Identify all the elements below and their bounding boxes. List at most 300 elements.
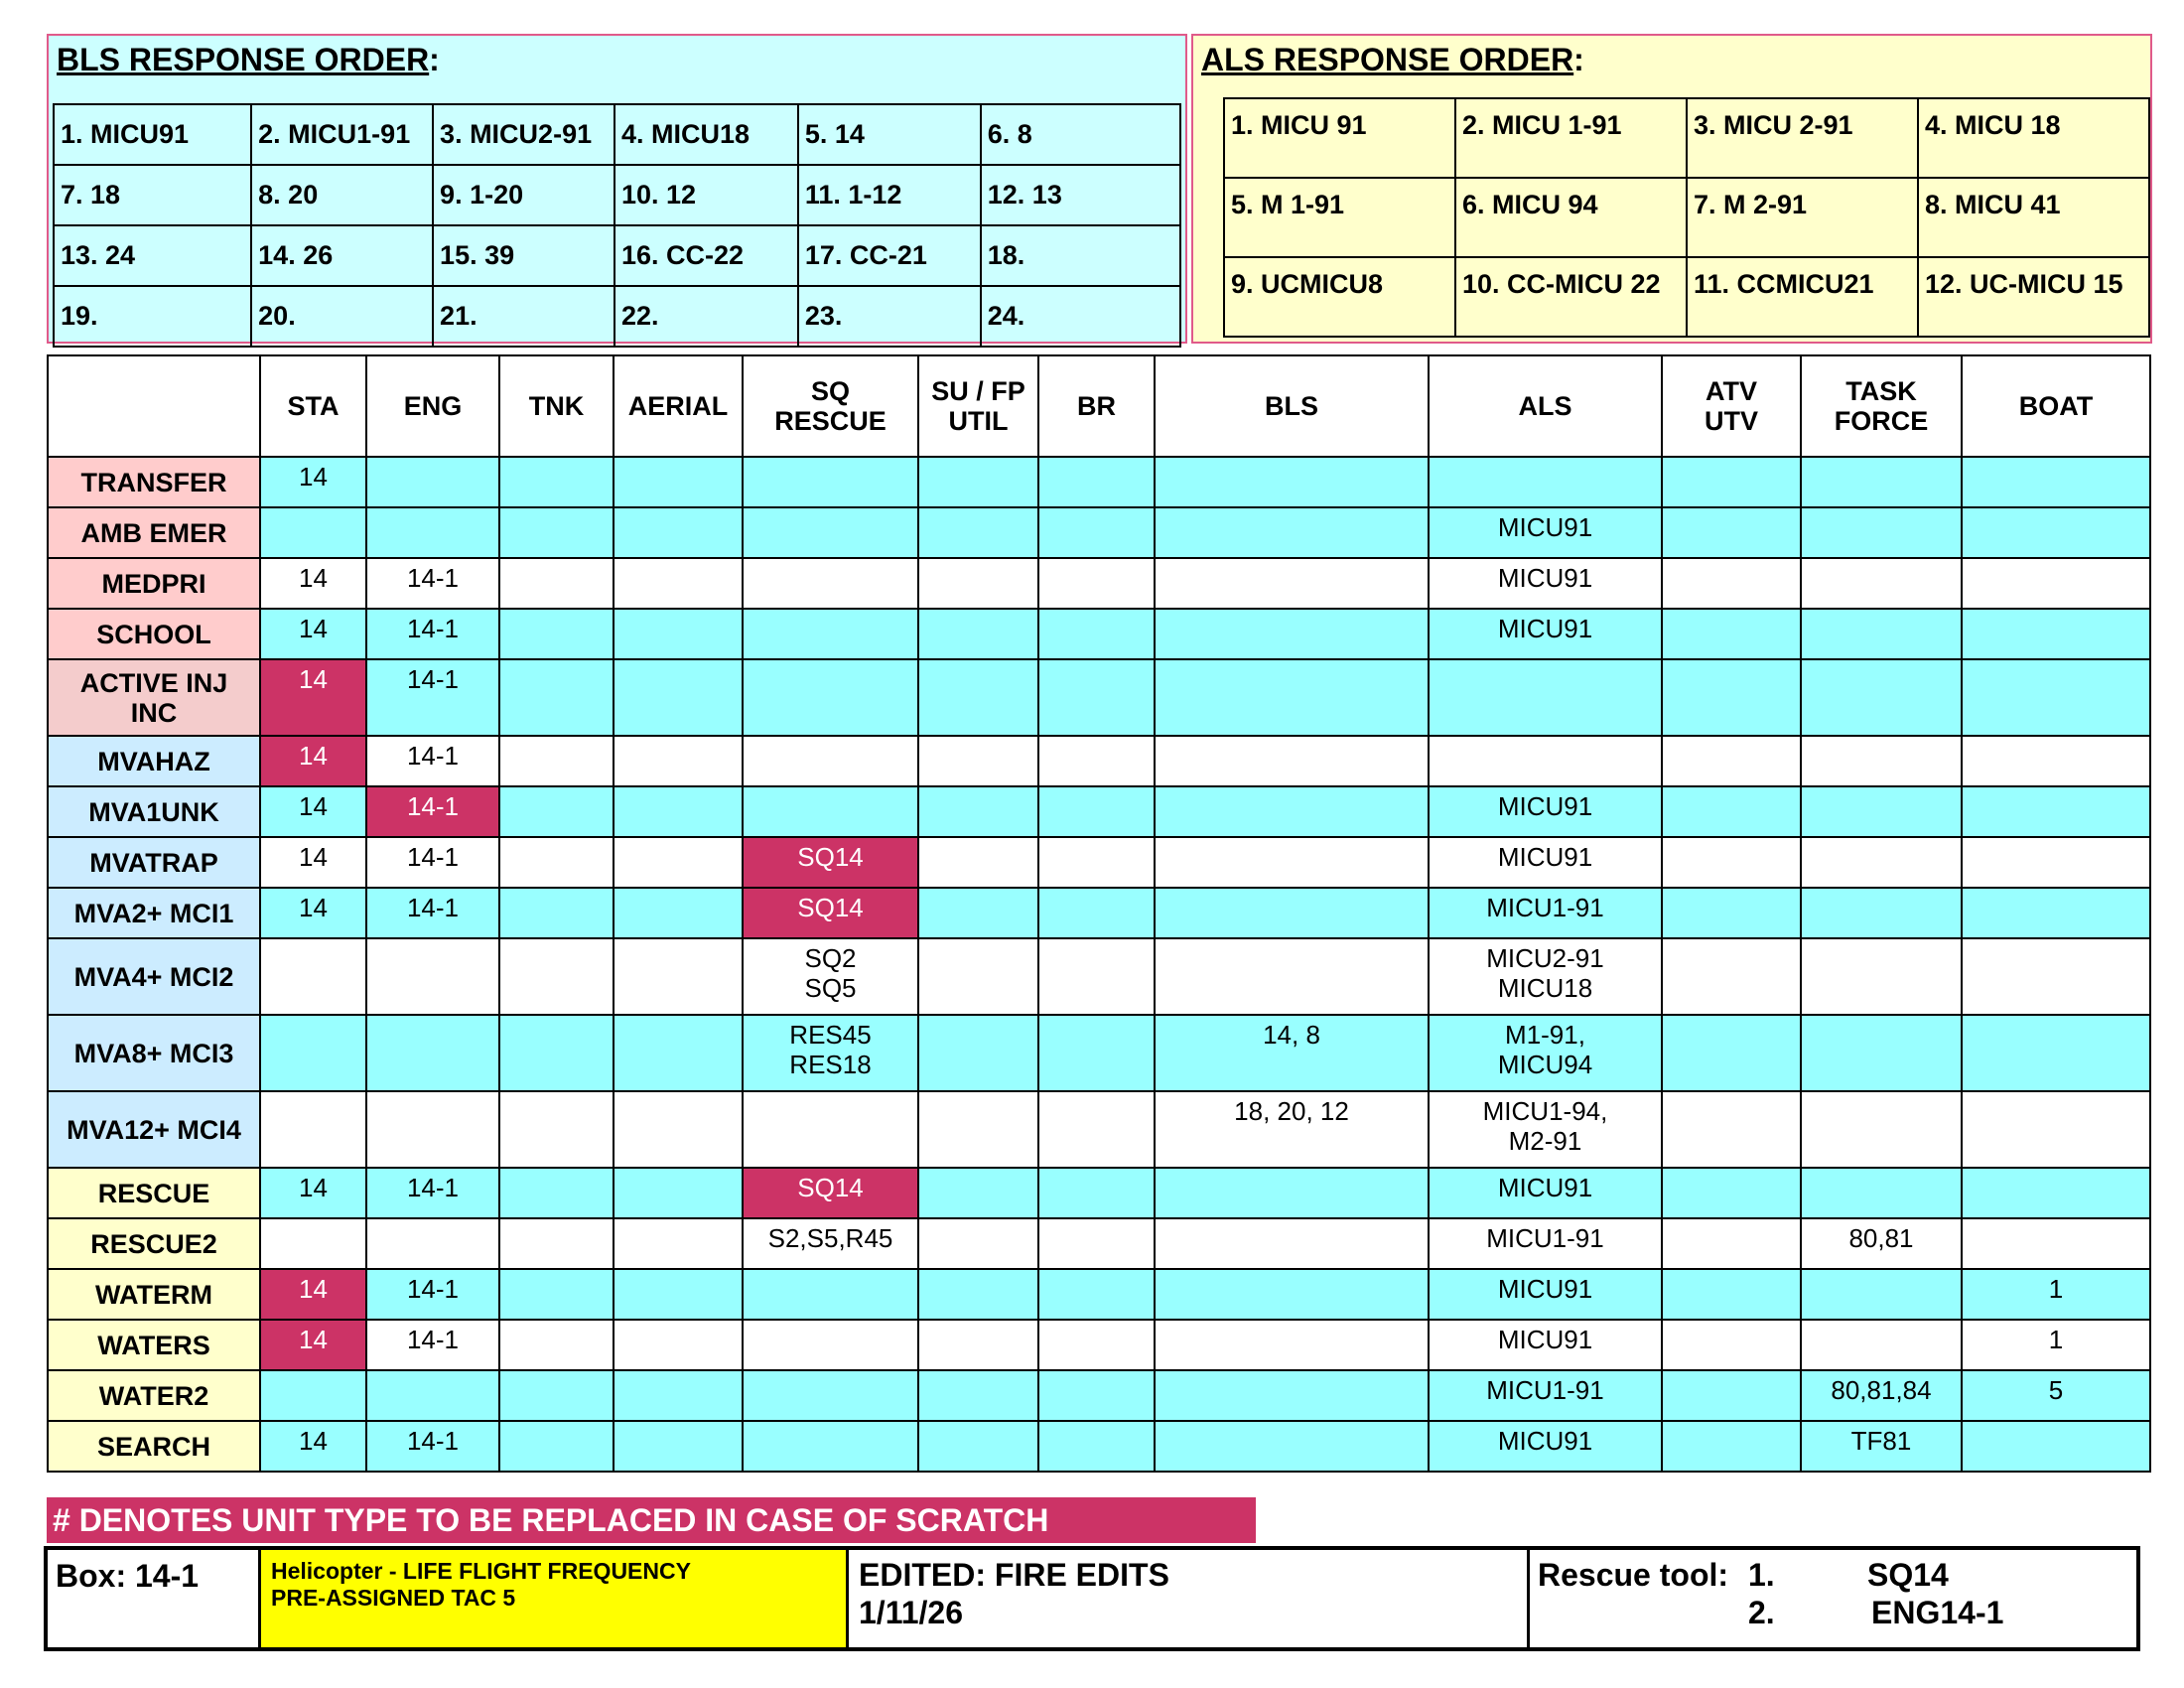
- bls-order-cell: 23.: [798, 286, 981, 347]
- table-cell: MICU2-91 MICU18: [1429, 938, 1662, 1015]
- table-cell: MICU91: [1429, 786, 1662, 837]
- table-cell: [1962, 507, 2150, 558]
- row-label: WATERS: [48, 1320, 260, 1370]
- table-cell: [1962, 1015, 2150, 1091]
- matrix-header-row: [48, 355, 2150, 457]
- bls-order-cell: 19.: [54, 286, 251, 347]
- table-cell: [1155, 1168, 1429, 1218]
- table-cell: [918, 1218, 1038, 1269]
- table-cell: [743, 1091, 918, 1168]
- table-cell: [1662, 786, 1801, 837]
- table-cell: [260, 1015, 366, 1091]
- edited-note: [849, 1550, 1530, 1647]
- table-cell: 14-1: [366, 609, 499, 659]
- table-cell: [1038, 1168, 1155, 1218]
- als-order-cell: 6. MICU 94: [1455, 178, 1687, 257]
- column-header: ALS: [1429, 355, 1662, 457]
- row-label: SEARCH: [48, 1421, 260, 1472]
- table-cell: [918, 1015, 1038, 1091]
- table-cell: 14: [260, 736, 366, 786]
- table-row: [48, 609, 2150, 659]
- table-cell: [918, 938, 1038, 1015]
- table-cell: [366, 938, 499, 1015]
- table-cell: 14: [260, 1168, 366, 1218]
- table-cell: [1155, 457, 1429, 507]
- bls-order-cell: 17. CC-21: [798, 225, 981, 286]
- table-cell: [260, 1370, 366, 1421]
- table-cell: [1662, 457, 1801, 507]
- als-order-cell: 2. MICU 1-91: [1455, 98, 1687, 178]
- row-label: MVATRAP: [48, 837, 260, 888]
- bls-order-cell: 9. 1-20: [433, 165, 614, 225]
- table-cell: [1662, 938, 1801, 1015]
- table-cell: MICU91: [1429, 507, 1662, 558]
- unit-assignment-matrix: [47, 354, 2151, 1473]
- table-cell: [1155, 736, 1429, 786]
- table-cell: [499, 457, 614, 507]
- table-cell: [1962, 609, 2150, 659]
- table-cell: RES45 RES18: [743, 1015, 918, 1091]
- table-cell: 14: [260, 1421, 366, 1472]
- table-cell: SQ14: [743, 837, 918, 888]
- column-header: TASK FORCE: [1801, 355, 1962, 457]
- table-cell: [1801, 837, 1962, 888]
- rescue-tool-number-1: 1.: [1748, 1557, 1775, 1593]
- rescue-tool-label: Rescue tool:: [1538, 1557, 1729, 1593]
- table-row: [48, 1168, 2150, 1218]
- table-cell: [1155, 938, 1429, 1015]
- table-cell: [743, 609, 918, 659]
- table-cell: [1962, 786, 2150, 837]
- bls-order-cell: 7. 18: [54, 165, 251, 225]
- rescue-tool-note: [1530, 1550, 2136, 1647]
- bls-order-row: [54, 225, 1180, 286]
- als-order-row: [1224, 257, 2149, 337]
- table-row: [48, 938, 2150, 1015]
- row-label: MEDPRI: [48, 558, 260, 609]
- table-cell: [1662, 1320, 1801, 1370]
- helicopter-line-1: Helicopter - LIFE FLIGHT FREQUENCY: [271, 1558, 691, 1584]
- table-cell: [1662, 1370, 1801, 1421]
- bls-order-row: [54, 104, 1180, 165]
- table-cell: [918, 1091, 1038, 1168]
- table-cell: MICU91: [1429, 1269, 1662, 1320]
- bls-order-cell: 4. MICU18: [614, 104, 798, 165]
- table-row: [48, 558, 2150, 609]
- table-cell: [918, 1168, 1038, 1218]
- table-cell: [918, 837, 1038, 888]
- bls-order-row: [54, 165, 1180, 225]
- table-cell: SQ14: [743, 888, 918, 938]
- table-cell: 14-1: [366, 786, 499, 837]
- table-cell: [1962, 736, 2150, 786]
- table-cell: [1801, 938, 1962, 1015]
- table-cell: [1155, 1421, 1429, 1472]
- table-cell: [1038, 1218, 1155, 1269]
- row-label: TRANSFER: [48, 457, 260, 507]
- table-cell: [614, 609, 743, 659]
- table-cell: M1-91, MICU94: [1429, 1015, 1662, 1091]
- table-cell: MICU1-91: [1429, 888, 1662, 938]
- table-cell: [1155, 1320, 1429, 1370]
- als-order-cell: 4. MICU 18: [1918, 98, 2149, 178]
- table-cell: [614, 1091, 743, 1168]
- table-cell: [1038, 736, 1155, 786]
- table-cell: [614, 1269, 743, 1320]
- table-cell: [1038, 786, 1155, 837]
- table-cell: [1662, 1091, 1801, 1168]
- table-cell: [1038, 938, 1155, 1015]
- bls-order-cell: 5. 14: [798, 104, 981, 165]
- table-cell: [1962, 1168, 2150, 1218]
- table-cell: [614, 659, 743, 736]
- table-row: [48, 1091, 2150, 1168]
- bls-order-cell: 13. 24: [54, 225, 251, 286]
- als-order-row: [1224, 178, 2149, 257]
- table-cell: [743, 1370, 918, 1421]
- bls-order-cell: 14. 26: [251, 225, 433, 286]
- scratch-legend-banner: # DENOTES UNIT TYPE TO BE REPLACED IN CASE OF SCRATCH: [47, 1497, 1256, 1543]
- bls-response-order-panel: [47, 34, 1187, 344]
- table-cell: [499, 786, 614, 837]
- table-cell: [1801, 736, 1962, 786]
- table-cell: [743, 558, 918, 609]
- bls-order-cell: 1. MICU91: [54, 104, 251, 165]
- table-cell: [614, 837, 743, 888]
- column-header: ENG: [366, 355, 499, 457]
- table-cell: [499, 609, 614, 659]
- table-cell: 1: [1962, 1269, 2150, 1320]
- table-cell: [1155, 786, 1429, 837]
- table-cell: [614, 888, 743, 938]
- table-cell: 80,81: [1801, 1218, 1962, 1269]
- table-cell: 14-1: [366, 1421, 499, 1472]
- rescue-tool-number-2: 2.: [1748, 1595, 1775, 1630]
- table-cell: 14: [260, 888, 366, 938]
- table-cell: [1962, 888, 2150, 938]
- table-cell: [366, 1218, 499, 1269]
- table-row: [48, 1320, 2150, 1370]
- table-cell: [614, 938, 743, 1015]
- table-cell: [1962, 1218, 2150, 1269]
- row-label: MVA2+ MCI1: [48, 888, 260, 938]
- bls-order-cell: 20.: [251, 286, 433, 347]
- table-cell: [499, 659, 614, 736]
- table-cell: [1801, 457, 1962, 507]
- table-cell: SQ2 SQ5: [743, 938, 918, 1015]
- table-cell: [918, 888, 1038, 938]
- table-cell: [1662, 1015, 1801, 1091]
- table-cell: [743, 1320, 918, 1370]
- table-cell: [918, 457, 1038, 507]
- table-cell: [499, 1269, 614, 1320]
- table-cell: [614, 1370, 743, 1421]
- als-order-cell: 8. MICU 41: [1918, 178, 2149, 257]
- table-cell: [1038, 1320, 1155, 1370]
- table-cell: SQ14: [743, 1168, 918, 1218]
- table-cell: 14-1: [366, 736, 499, 786]
- table-cell: [1662, 507, 1801, 558]
- table-cell: [918, 736, 1038, 786]
- table-cell: [614, 1218, 743, 1269]
- table-cell: [1801, 507, 1962, 558]
- bls-order-cell: 10. 12: [614, 165, 798, 225]
- table-cell: MICU91: [1429, 609, 1662, 659]
- table-cell: [743, 736, 918, 786]
- table-cell: MICU91: [1429, 1168, 1662, 1218]
- als-order-cell: 12. UC-MICU 15: [1918, 257, 2149, 337]
- table-cell: S2,S5,R45: [743, 1218, 918, 1269]
- table-cell: [1038, 609, 1155, 659]
- bls-order-cell: 18.: [981, 225, 1180, 286]
- bls-order-cell: 6. 8: [981, 104, 1180, 165]
- table-cell: [1038, 1015, 1155, 1091]
- table-cell: [1155, 609, 1429, 659]
- table-cell: MICU91: [1429, 558, 1662, 609]
- table-cell: [1801, 609, 1962, 659]
- table-cell: [614, 1015, 743, 1091]
- table-cell: [1038, 558, 1155, 609]
- table-cell: [918, 558, 1038, 609]
- table-row: [48, 507, 2150, 558]
- table-cell: [1155, 1370, 1429, 1421]
- table-cell: [1038, 457, 1155, 507]
- rescue-tool-value-2: ENG14-1: [1871, 1595, 2004, 1630]
- table-row: [48, 457, 2150, 507]
- als-order-row: [1224, 98, 2149, 178]
- table-cell: [1038, 659, 1155, 736]
- table-cell: [1155, 558, 1429, 609]
- table-cell: [1429, 659, 1662, 736]
- table-cell: 14-1: [366, 1269, 499, 1320]
- table-cell: [1801, 1320, 1962, 1370]
- table-cell: [1038, 837, 1155, 888]
- box-number: Box: 14-1: [48, 1550, 261, 1647]
- table-cell: [1155, 507, 1429, 558]
- column-header: BOAT: [1962, 355, 2150, 457]
- table-cell: [1962, 1421, 2150, 1472]
- table-cell: [743, 1269, 918, 1320]
- table-cell: [1962, 558, 2150, 609]
- bls-order-cell: 22.: [614, 286, 798, 347]
- table-row: [48, 1421, 2150, 1472]
- table-cell: [614, 1421, 743, 1472]
- column-header: SQ RESCUE: [743, 355, 918, 457]
- table-cell: MICU1-91: [1429, 1218, 1662, 1269]
- table-cell: [499, 558, 614, 609]
- table-cell: [260, 507, 366, 558]
- table-cell: 14-1: [366, 659, 499, 736]
- row-label: AMB EMER: [48, 507, 260, 558]
- table-cell: 14: [260, 659, 366, 736]
- table-cell: [1038, 888, 1155, 938]
- row-label: MVA8+ MCI3: [48, 1015, 260, 1091]
- als-response-order-panel: [1191, 34, 2152, 344]
- table-cell: [614, 507, 743, 558]
- row-label: MVA4+ MCI2: [48, 938, 260, 1015]
- table-cell: 14: [260, 457, 366, 507]
- table-cell: [1662, 1218, 1801, 1269]
- table-cell: TF81: [1801, 1421, 1962, 1472]
- table-cell: [1801, 1168, 1962, 1218]
- table-cell: [499, 888, 614, 938]
- helicopter-line-2: PRE-ASSIGNED TAC 5: [271, 1585, 516, 1611]
- row-label: WATERM: [48, 1269, 260, 1320]
- table-cell: 14: [260, 1320, 366, 1370]
- table-cell: [260, 938, 366, 1015]
- table-cell: [1801, 1015, 1962, 1091]
- table-cell: [1038, 1091, 1155, 1168]
- table-cell: [499, 736, 614, 786]
- table-cell: [499, 837, 614, 888]
- bls-order-cell: 24.: [981, 286, 1180, 347]
- als-response-order-title: ALS RESPONSE ORDER:: [1201, 42, 1584, 77]
- table-cell: [1155, 837, 1429, 888]
- table-row: [48, 1218, 2150, 1269]
- table-cell: [743, 1421, 918, 1472]
- table-cell: [260, 1091, 366, 1168]
- table-row: [48, 1370, 2150, 1421]
- table-cell: [499, 1168, 614, 1218]
- bls-order-cell: 2. MICU1-91: [251, 104, 433, 165]
- table-cell: 14, 8: [1155, 1015, 1429, 1091]
- table-cell: [614, 786, 743, 837]
- row-label: ACTIVE INJ INC: [48, 659, 260, 736]
- row-label: RESCUE: [48, 1168, 260, 1218]
- table-cell: [1429, 457, 1662, 507]
- table-cell: [366, 507, 499, 558]
- table-cell: [260, 1218, 366, 1269]
- als-order-grid: [1223, 97, 2150, 338]
- table-cell: [1801, 888, 1962, 938]
- table-row: [48, 1015, 2150, 1091]
- table-cell: [366, 1091, 499, 1168]
- table-cell: [1962, 1091, 2150, 1168]
- table-cell: [918, 609, 1038, 659]
- table-cell: [614, 1168, 743, 1218]
- table-cell: 14: [260, 558, 366, 609]
- column-header: TNK: [499, 355, 614, 457]
- table-cell: [743, 659, 918, 736]
- table-cell: [1801, 1091, 1962, 1168]
- table-cell: [1662, 1168, 1801, 1218]
- row-label: RESCUE2: [48, 1218, 260, 1269]
- column-header: ATV UTV: [1662, 355, 1801, 457]
- table-row: [48, 786, 2150, 837]
- table-row: [48, 659, 2150, 736]
- table-cell: [1038, 507, 1155, 558]
- table-cell: [1038, 1370, 1155, 1421]
- table-row: [48, 1269, 2150, 1320]
- table-cell: [1662, 837, 1801, 888]
- table-cell: [1155, 1269, 1429, 1320]
- als-order-cell: 11. CCMICU21: [1687, 257, 1918, 337]
- edited-date: 1/11/26: [859, 1595, 963, 1630]
- table-cell: [743, 507, 918, 558]
- table-cell: [499, 1091, 614, 1168]
- table-cell: [499, 1320, 614, 1370]
- table-cell: MICU91: [1429, 1320, 1662, 1370]
- table-cell: MICU1-91: [1429, 1370, 1662, 1421]
- column-header: STA: [260, 355, 366, 457]
- table-cell: [366, 1370, 499, 1421]
- table-cell: [1801, 558, 1962, 609]
- column-header: AERIAL: [614, 355, 743, 457]
- matrix-corner-cell: [48, 355, 260, 457]
- table-cell: [1155, 659, 1429, 736]
- table-cell: [1662, 609, 1801, 659]
- als-order-cell: 3. MICU 2-91: [1687, 98, 1918, 178]
- table-cell: [1962, 837, 2150, 888]
- table-cell: [1038, 1421, 1155, 1472]
- table-row: [48, 837, 2150, 888]
- table-cell: [366, 1015, 499, 1091]
- row-label: WATER2: [48, 1370, 260, 1421]
- footer-box: [44, 1546, 2140, 1651]
- table-cell: [1801, 1269, 1962, 1320]
- table-cell: 14-1: [366, 888, 499, 938]
- bls-order-cell: 11. 1-12: [798, 165, 981, 225]
- column-header: SU / FP UTIL: [918, 355, 1038, 457]
- table-cell: [614, 457, 743, 507]
- als-order-cell: 10. CC-MICU 22: [1455, 257, 1687, 337]
- table-cell: [1662, 888, 1801, 938]
- table-cell: [743, 786, 918, 837]
- table-cell: 14: [260, 1269, 366, 1320]
- table-cell: [1962, 659, 2150, 736]
- table-cell: [1038, 1269, 1155, 1320]
- table-row: [48, 736, 2150, 786]
- row-label: MVAHAZ: [48, 736, 260, 786]
- edited-line-1: EDITED: FIRE EDITS: [859, 1557, 1169, 1593]
- als-order-cell: 5. M 1-91: [1224, 178, 1455, 257]
- table-row: [48, 888, 2150, 938]
- table-cell: [499, 1421, 614, 1472]
- als-order-cell: 1. MICU 91: [1224, 98, 1455, 178]
- table-cell: 14: [260, 786, 366, 837]
- table-cell: 14-1: [366, 558, 499, 609]
- table-cell: 14-1: [366, 1168, 499, 1218]
- row-label: MVA12+ MCI4: [48, 1091, 260, 1168]
- bls-order-cell: 15. 39: [433, 225, 614, 286]
- column-header: BR: [1038, 355, 1155, 457]
- table-cell: [1155, 1218, 1429, 1269]
- table-cell: [918, 786, 1038, 837]
- table-cell: MICU1-94, M2-91: [1429, 1091, 1662, 1168]
- row-label: MVA1UNK: [48, 786, 260, 837]
- table-cell: [743, 457, 918, 507]
- table-cell: [918, 1370, 1038, 1421]
- table-cell: [1801, 786, 1962, 837]
- bls-order-row: [54, 286, 1180, 347]
- table-cell: [1155, 888, 1429, 938]
- rescue-tool-value-1: SQ14: [1867, 1557, 1949, 1593]
- bls-order-cell: 21.: [433, 286, 614, 347]
- table-cell: [499, 1015, 614, 1091]
- table-cell: 80,81,84: [1801, 1370, 1962, 1421]
- bls-order-grid: [53, 103, 1181, 348]
- table-cell: MICU91: [1429, 837, 1662, 888]
- table-cell: [918, 507, 1038, 558]
- table-cell: 1: [1962, 1320, 2150, 1370]
- table-cell: [1662, 659, 1801, 736]
- table-cell: [614, 1320, 743, 1370]
- table-cell: [1662, 1421, 1801, 1472]
- bls-order-cell: 3. MICU2-91: [433, 104, 614, 165]
- column-header: BLS: [1155, 355, 1429, 457]
- table-cell: [918, 1320, 1038, 1370]
- table-cell: [366, 457, 499, 507]
